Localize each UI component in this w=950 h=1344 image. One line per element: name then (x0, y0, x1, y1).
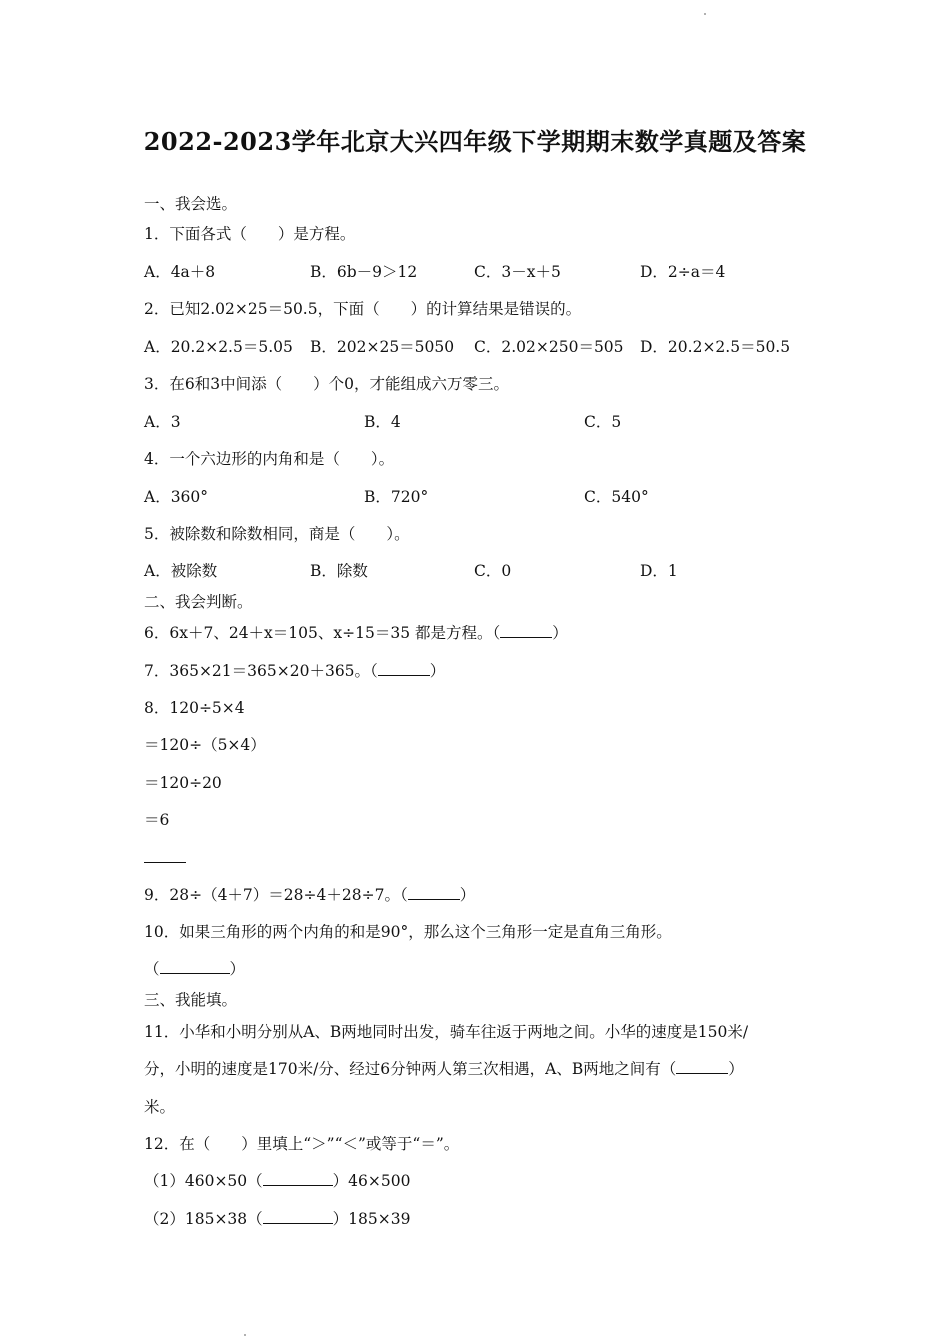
question-1-option-b: B．6b－9＞12 (310, 263, 418, 281)
question-3-stem: 3．在6和3中间添（ ）个0，才能组成六万零三。 (144, 375, 509, 393)
question-12-part-2 (144, 1209, 410, 1229)
answer-blank[interactable] (408, 885, 460, 900)
question-3-option-a: A．3 (144, 413, 181, 431)
answer-blank[interactable] (500, 623, 552, 638)
question-10-answer (144, 959, 245, 979)
question-10-open: （ (144, 960, 160, 978)
question-3-option-b: B．4 (364, 413, 401, 431)
question-7-text: 7．365×21＝365×20＋365。（ (144, 662, 378, 680)
section-heading-choice: 一、我会选。 (144, 195, 238, 213)
question-6-close: ） (552, 624, 568, 642)
scan-dot (704, 13, 706, 15)
question-9-close: ） (459, 886, 476, 904)
question-6-text: 6．6x＋7、24＋x＝105、x÷15＝35 都是方程。（ (144, 624, 501, 642)
question-5-option-a: A．被除数 (144, 562, 218, 580)
question-1-option-c: C．3－x＋5 (474, 263, 561, 281)
question-12-part-2-right: ）185×39 (332, 1210, 411, 1228)
question-2-option-c: C．2.02×250＝505 (474, 338, 624, 356)
question-7-close: ） (429, 662, 446, 680)
question-12-part-2-left: （2）185×38（ (144, 1210, 263, 1228)
answer-blank[interactable] (378, 661, 430, 676)
question-11-line-2 (144, 1059, 744, 1079)
question-5-option-c: C．0 (474, 562, 512, 580)
question-10-text: 10．如果三角形的两个内角的和是90°，那么这个三角形一定是直角三角形。 (144, 923, 672, 941)
question-8-line-4: ＝6 (144, 811, 170, 829)
answer-blank[interactable] (263, 1209, 333, 1224)
answer-blank[interactable] (263, 1171, 333, 1186)
question-12-part-1-right: ）46×500 (332, 1172, 411, 1190)
question-11-line-3: 米。 (144, 1098, 176, 1116)
question-4-stem: 4．一个六边形的内角和是（ ）。 (144, 450, 395, 468)
answer-blank[interactable] (160, 959, 230, 974)
question-12-stem: 12．在（ ）里填上“＞”“＜”或等于“＝”。 (144, 1135, 460, 1153)
question-11-close: ） (728, 1060, 744, 1078)
question-5-option-d: D．1 (640, 562, 678, 580)
question-11-text: 分，小明的速度是170米/分、经过6分钟两人第三次相遇，A、B两地之间有（ (144, 1060, 677, 1078)
answer-blank[interactable] (676, 1059, 728, 1074)
question-2-option-d: D．20.2×2.5＝50.5 (640, 338, 791, 356)
question-12-part-1 (144, 1171, 410, 1191)
question-2-stem: 2．已知2.02×25＝50.5，下面（ ）的计算结果是错误的。 (144, 300, 582, 318)
question-11-line-1: 11．小华和小明分别从A、B两地同时出发，骑车往返于两地之间。小华的速度是150米/ (144, 1023, 749, 1041)
scan-dot (244, 1334, 246, 1336)
question-12-part-1-left: （1）460×50（ (144, 1172, 263, 1190)
section-heading-judge: 二、我会判断。 (144, 593, 253, 611)
section-heading-fill: 三、我能填。 (144, 991, 238, 1009)
question-5-stem: 5．被除数和除数相同，商是（ ）。 (144, 525, 410, 543)
question-6 (144, 623, 568, 643)
question-2-option-a: A．20.2×2.5＝5.05 (144, 338, 293, 356)
question-8-line-3: ＝120÷20 (144, 774, 222, 792)
question-5-option-b: B．除数 (310, 562, 368, 580)
question-2-option-b: B．202×25＝5050 (310, 338, 455, 356)
question-7 (144, 661, 445, 681)
question-4-option-c: C．540° (584, 488, 649, 506)
question-10-close: ） (229, 960, 246, 978)
question-1-option-a: A．4a＋8 (144, 263, 216, 281)
question-1-stem: 1．下面各式（ ）是方程。 (144, 225, 356, 243)
question-1-option-d: D．2÷a＝4 (640, 263, 726, 281)
question-9-text: 9．28÷（4＋7）＝28÷4＋28÷7。（ (144, 886, 408, 904)
page-title: 2022-2023学年北京大兴四年级下学期期末数学真题及答案 (143, 127, 807, 156)
question-4-option-b: B．720° (364, 488, 429, 506)
question-9 (144, 885, 475, 905)
question-4-option-a: A．360° (144, 488, 209, 506)
question-3-option-c: C．5 (584, 413, 622, 431)
question-8-answer-blank[interactable] (144, 862, 186, 863)
question-8-line-1: 8．120÷5×4 (144, 699, 245, 717)
question-8-line-2: ＝120÷（5×4） (144, 736, 266, 754)
